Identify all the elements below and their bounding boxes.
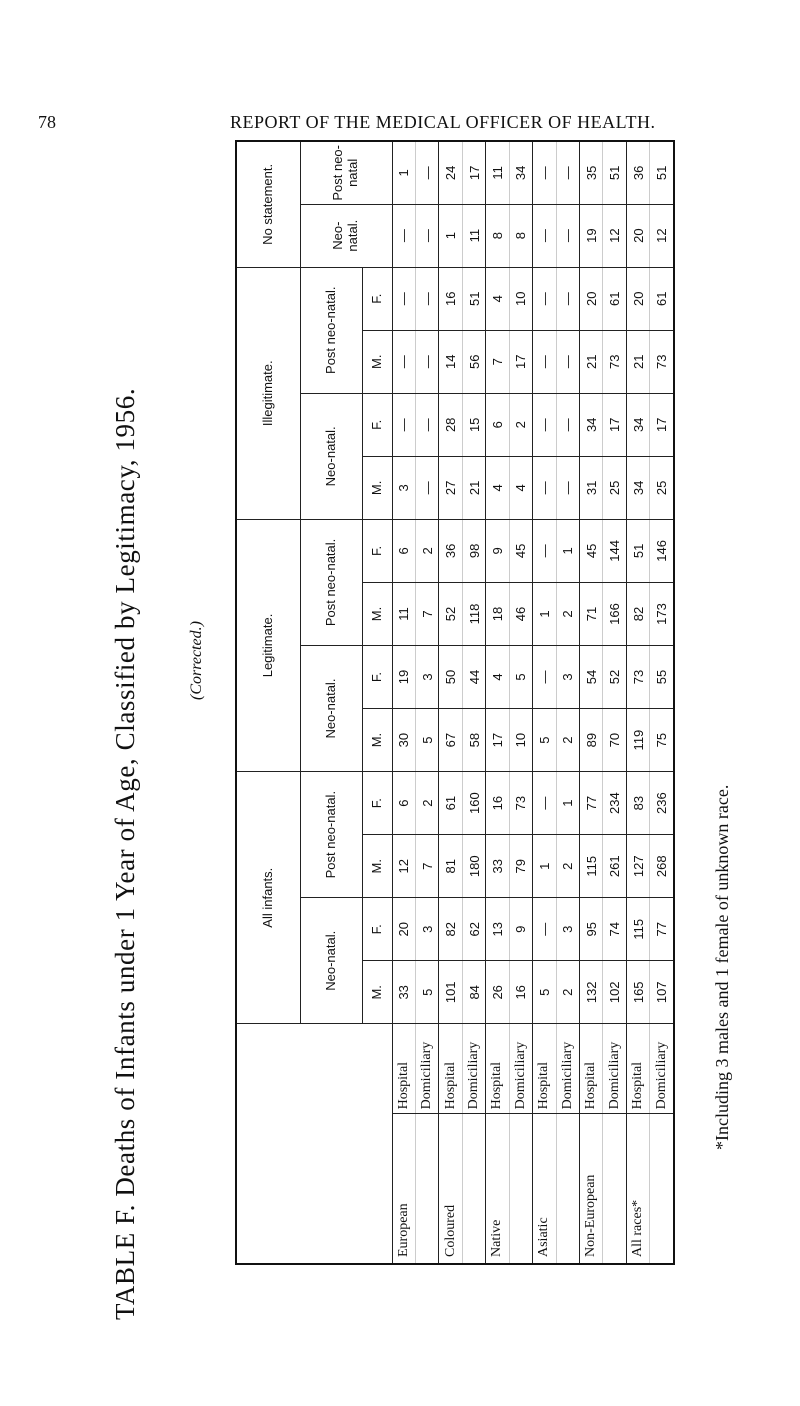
table-cell: 4 — [486, 267, 509, 330]
table-cell: 77 — [580, 772, 603, 835]
table-row — [650, 141, 674, 1264]
table-cell: 51 — [462, 267, 485, 330]
table-cell: 77 — [650, 898, 674, 961]
table-cell: 45 — [509, 519, 532, 582]
table-cell: 15 — [462, 393, 485, 456]
table-cell: 61 — [650, 267, 674, 330]
table-cell: 4 — [486, 456, 509, 519]
header-female: F. — [362, 646, 392, 709]
race-label: Coloured — [439, 1114, 462, 1264]
table-cell: 119 — [626, 709, 649, 772]
table-cell: 20 — [580, 267, 603, 330]
table-cell: — — [556, 141, 579, 204]
header-male: M. — [362, 835, 392, 898]
header-female: F. — [362, 772, 392, 835]
table-cell: 5 — [533, 961, 556, 1024]
table-cell: 11 — [486, 141, 509, 204]
header-female: F. — [362, 898, 392, 961]
table-cell: — — [533, 456, 556, 519]
table-cell: 115 — [626, 898, 649, 961]
table-cell: 33 — [392, 961, 415, 1024]
table-cell: 2 — [415, 519, 438, 582]
table-cell: 1 — [533, 835, 556, 898]
table-row — [626, 141, 649, 1264]
table-cell: 12 — [392, 835, 415, 898]
table-cell: 52 — [439, 582, 462, 645]
table-cell: 58 — [462, 709, 485, 772]
table-cell: 82 — [626, 582, 649, 645]
table-cell: 165 — [626, 961, 649, 1024]
place-of-death: Hospital — [439, 1024, 462, 1114]
page-number: 78 — [38, 112, 56, 132]
table-cell: 17 — [509, 330, 532, 393]
table-cell: 1 — [556, 519, 579, 582]
table-row — [415, 141, 438, 1264]
footnote: *Including 3 males and 1 female of unknown race. — [712, 784, 732, 1150]
table-cell: 71 — [580, 582, 603, 645]
table-cell: 17 — [650, 393, 674, 456]
race-label — [603, 1114, 626, 1264]
race-label — [556, 1114, 579, 1264]
place-of-death: Domiciliary — [509, 1024, 532, 1114]
table-cell: 82 — [439, 898, 462, 961]
table-cell: 55 — [650, 646, 674, 709]
table-cell: 75 — [650, 709, 674, 772]
table-cell: 51 — [650, 141, 674, 204]
table-cell: 21 — [580, 330, 603, 393]
table-subtitle: (Corrected.) — [188, 621, 205, 700]
table-cell: 25 — [650, 456, 674, 519]
table-cell: 6 — [392, 519, 415, 582]
table-cell: 7 — [486, 330, 509, 393]
table-cell: 21 — [462, 456, 485, 519]
table-cell: 51 — [626, 519, 649, 582]
header-male: M. — [362, 330, 392, 393]
table-cell: 7 — [415, 835, 438, 898]
table-cell: — — [392, 330, 415, 393]
table-cell: 19 — [392, 646, 415, 709]
table-cell: 61 — [603, 267, 626, 330]
header-ns-post-neo-natal: Post neo-natal — [300, 141, 392, 204]
table-cell: 3 — [415, 646, 438, 709]
table-cell: 5 — [415, 961, 438, 1024]
table-cell: 17 — [462, 141, 485, 204]
table-cell: 2 — [556, 961, 579, 1024]
table-cell: 83 — [626, 772, 649, 835]
running-head: REPORT OF THE MEDICAL OFFICER OF HEALTH. — [230, 112, 656, 132]
place-of-death: Domiciliary — [603, 1024, 626, 1114]
header-male: M. — [362, 456, 392, 519]
table-cell: — — [556, 456, 579, 519]
table-cell: 27 — [439, 456, 462, 519]
table-cell: 50 — [439, 646, 462, 709]
table-cell: — — [415, 393, 438, 456]
table-cell: — — [415, 330, 438, 393]
header-female: F. — [362, 267, 392, 330]
table-cell: 101 — [439, 961, 462, 1024]
header-ill-neo-natal: Neo-natal. — [300, 393, 362, 519]
table-cell: 5 — [509, 646, 532, 709]
table-cell: — — [556, 267, 579, 330]
table-cell: — — [392, 267, 415, 330]
table-cell: 107 — [650, 961, 674, 1024]
table-cell: 34 — [626, 393, 649, 456]
race-label: Non-European — [580, 1114, 603, 1264]
table-row — [580, 141, 603, 1264]
table-cell: — — [533, 330, 556, 393]
table-cell: — — [392, 393, 415, 456]
table-cell: 8 — [509, 204, 532, 267]
table-cell: 73 — [650, 330, 674, 393]
header-male: M. — [362, 961, 392, 1024]
table-cell: 26 — [486, 961, 509, 1024]
table-cell: — — [533, 267, 556, 330]
table-cell: 14 — [439, 330, 462, 393]
header-ill-post-neo-natal: Post neo-natal. — [300, 267, 362, 393]
table-cell: 11 — [392, 582, 415, 645]
table-cell: 173 — [650, 582, 674, 645]
table-cell: 70 — [603, 709, 626, 772]
table-cell: 4 — [486, 646, 509, 709]
table-cell: 1 — [392, 141, 415, 204]
race-label — [650, 1114, 674, 1264]
table-cell: — — [392, 204, 415, 267]
header-ns-neo-natal: Neo-natal. — [300, 204, 392, 267]
table-cell: 73 — [603, 330, 626, 393]
race-label: All races* — [626, 1114, 649, 1264]
table-row — [603, 141, 626, 1264]
table-cell: 73 — [626, 646, 649, 709]
table-cell: 118 — [462, 582, 485, 645]
table-cell: 12 — [650, 204, 674, 267]
place-of-death: Hospital — [533, 1024, 556, 1114]
place-of-death: Hospital — [392, 1024, 415, 1114]
table-cell: — — [533, 393, 556, 456]
table-cell: 84 — [462, 961, 485, 1024]
table-cell: 67 — [439, 709, 462, 772]
table-cell: — — [556, 393, 579, 456]
table-cell: 12 — [603, 204, 626, 267]
table-cell: 234 — [603, 772, 626, 835]
table-cell: — — [556, 330, 579, 393]
header-female: F. — [362, 393, 392, 456]
table-cell: 20 — [392, 898, 415, 961]
table-cell: — — [415, 267, 438, 330]
header-illegitimate: Illegitimate. — [236, 267, 300, 519]
table-cell: 79 — [509, 835, 532, 898]
table-cell: 127 — [626, 835, 649, 898]
table-cell: 146 — [650, 519, 674, 582]
table-row — [486, 141, 509, 1264]
table-cell: 2 — [556, 709, 579, 772]
table-cell: 44 — [462, 646, 485, 709]
table-cell: 51 — [603, 141, 626, 204]
table-cell: — — [556, 204, 579, 267]
race-label: Native — [486, 1114, 509, 1264]
table-cell: 3 — [556, 898, 579, 961]
table-row — [462, 141, 485, 1264]
place-of-death: Domiciliary — [556, 1024, 579, 1114]
table-cell: 52 — [603, 646, 626, 709]
table-cell: 236 — [650, 772, 674, 835]
header-male: M. — [362, 582, 392, 645]
table-cell: 36 — [626, 141, 649, 204]
table-cell: 166 — [603, 582, 626, 645]
table-cell: 132 — [580, 961, 603, 1024]
table-cell: 20 — [626, 204, 649, 267]
empty-corner — [236, 1024, 392, 1264]
table-cell: 17 — [603, 393, 626, 456]
header-all-infants: All infants. — [236, 772, 300, 1024]
race-label: European — [392, 1114, 415, 1264]
table-cell: 2 — [556, 835, 579, 898]
table-cell: 73 — [509, 772, 532, 835]
table-cell: — — [533, 898, 556, 961]
table-row — [556, 141, 579, 1264]
table-cell: 9 — [486, 519, 509, 582]
table-cell: 28 — [439, 393, 462, 456]
table-cell: 9 — [509, 898, 532, 961]
header-no-statement: No statement. — [236, 141, 300, 267]
table-cell: 16 — [439, 267, 462, 330]
table-cell: 74 — [603, 898, 626, 961]
table-cell: 2 — [556, 582, 579, 645]
table-cell: 20 — [626, 267, 649, 330]
table-cell: 13 — [486, 898, 509, 961]
table-cell: 1 — [556, 772, 579, 835]
table-cell: 4 — [509, 456, 532, 519]
table-cell: 2 — [415, 772, 438, 835]
table-cell: 89 — [580, 709, 603, 772]
table-cell: 24 — [439, 141, 462, 204]
table-row — [392, 141, 415, 1264]
table-row — [533, 141, 556, 1264]
race-label — [462, 1114, 485, 1264]
table-cell: 46 — [509, 582, 532, 645]
table-cell: 16 — [509, 961, 532, 1024]
table-row — [509, 141, 532, 1264]
table-cell: — — [415, 141, 438, 204]
place-of-death: Hospital — [580, 1024, 603, 1114]
table-cell: 3 — [392, 456, 415, 519]
table-cell: 2 — [509, 393, 532, 456]
deaths-table — [235, 140, 675, 1265]
table-cell: — — [533, 519, 556, 582]
table-title: TABLE F. Deaths of Infants under 1 Year of Age, Classified by Legitimacy, 1956. — [110, 387, 140, 1320]
deaths-table-wrapper — [235, 140, 675, 1265]
place-of-death: Domiciliary — [415, 1024, 438, 1114]
table-cell: 34 — [509, 141, 532, 204]
table-cell: 95 — [580, 898, 603, 961]
header-leg-neo-natal: Neo-natal. — [300, 646, 362, 772]
table-cell: 268 — [650, 835, 674, 898]
table-cell: — — [533, 646, 556, 709]
table-cell: — — [533, 772, 556, 835]
table-cell: — — [415, 456, 438, 519]
table-cell: — — [533, 141, 556, 204]
table-cell: 6 — [392, 772, 415, 835]
table-cell: 1 — [533, 582, 556, 645]
table-row — [439, 141, 462, 1264]
table-cell: 25 — [603, 456, 626, 519]
table-cell: 3 — [556, 646, 579, 709]
table-cell: 61 — [439, 772, 462, 835]
table-cell: 81 — [439, 835, 462, 898]
header-all-post-neo-natal: Post neo-natal. — [300, 772, 362, 898]
table-cell: 16 — [486, 772, 509, 835]
table-cell: 261 — [603, 835, 626, 898]
table-cell: 35 — [580, 141, 603, 204]
table-cell: 7 — [415, 582, 438, 645]
table-cell: 34 — [580, 393, 603, 456]
race-label — [509, 1114, 532, 1264]
race-label: Asiatic — [533, 1114, 556, 1264]
table-cell: 3 — [415, 898, 438, 961]
table-cell: 56 — [462, 330, 485, 393]
header-female: F. — [362, 519, 392, 582]
table-cell: 115 — [580, 835, 603, 898]
table-cell: 21 — [626, 330, 649, 393]
header-all-neo-natal: Neo-natal. — [300, 898, 362, 1024]
place-of-death: Hospital — [486, 1024, 509, 1114]
header-legitimate: Legitimate. — [236, 519, 300, 771]
table-cell: 54 — [580, 646, 603, 709]
table-cell: 34 — [626, 456, 649, 519]
table-cell: 1 — [439, 204, 462, 267]
table-cell: 62 — [462, 898, 485, 961]
table-cell: 6 — [486, 393, 509, 456]
place-of-death: Hospital — [626, 1024, 649, 1114]
table-cell: 144 — [603, 519, 626, 582]
table-cell: 102 — [603, 961, 626, 1024]
table-cell: 160 — [462, 772, 485, 835]
race-label — [415, 1114, 438, 1264]
table-cell: 98 — [462, 519, 485, 582]
table-cell: — — [415, 204, 438, 267]
table-cell: 19 — [580, 204, 603, 267]
header-leg-post-neo-natal: Post neo-natal. — [300, 519, 362, 645]
table-cell: 11 — [462, 204, 485, 267]
table-cell: 5 — [415, 709, 438, 772]
table-cell: 10 — [509, 709, 532, 772]
table-cell: 17 — [486, 709, 509, 772]
place-of-death: Domiciliary — [650, 1024, 674, 1114]
table-cell: 36 — [439, 519, 462, 582]
table-cell: 5 — [533, 709, 556, 772]
table-cell: 180 — [462, 835, 485, 898]
place-of-death: Domiciliary — [462, 1024, 485, 1114]
table-cell: 8 — [486, 204, 509, 267]
table-cell: 30 — [392, 709, 415, 772]
table-cell: 45 — [580, 519, 603, 582]
table-cell: 31 — [580, 456, 603, 519]
table-cell: 10 — [509, 267, 532, 330]
table-cell: — — [533, 204, 556, 267]
table-cell: 18 — [486, 582, 509, 645]
table-cell: 33 — [486, 835, 509, 898]
header-male: M. — [362, 709, 392, 772]
